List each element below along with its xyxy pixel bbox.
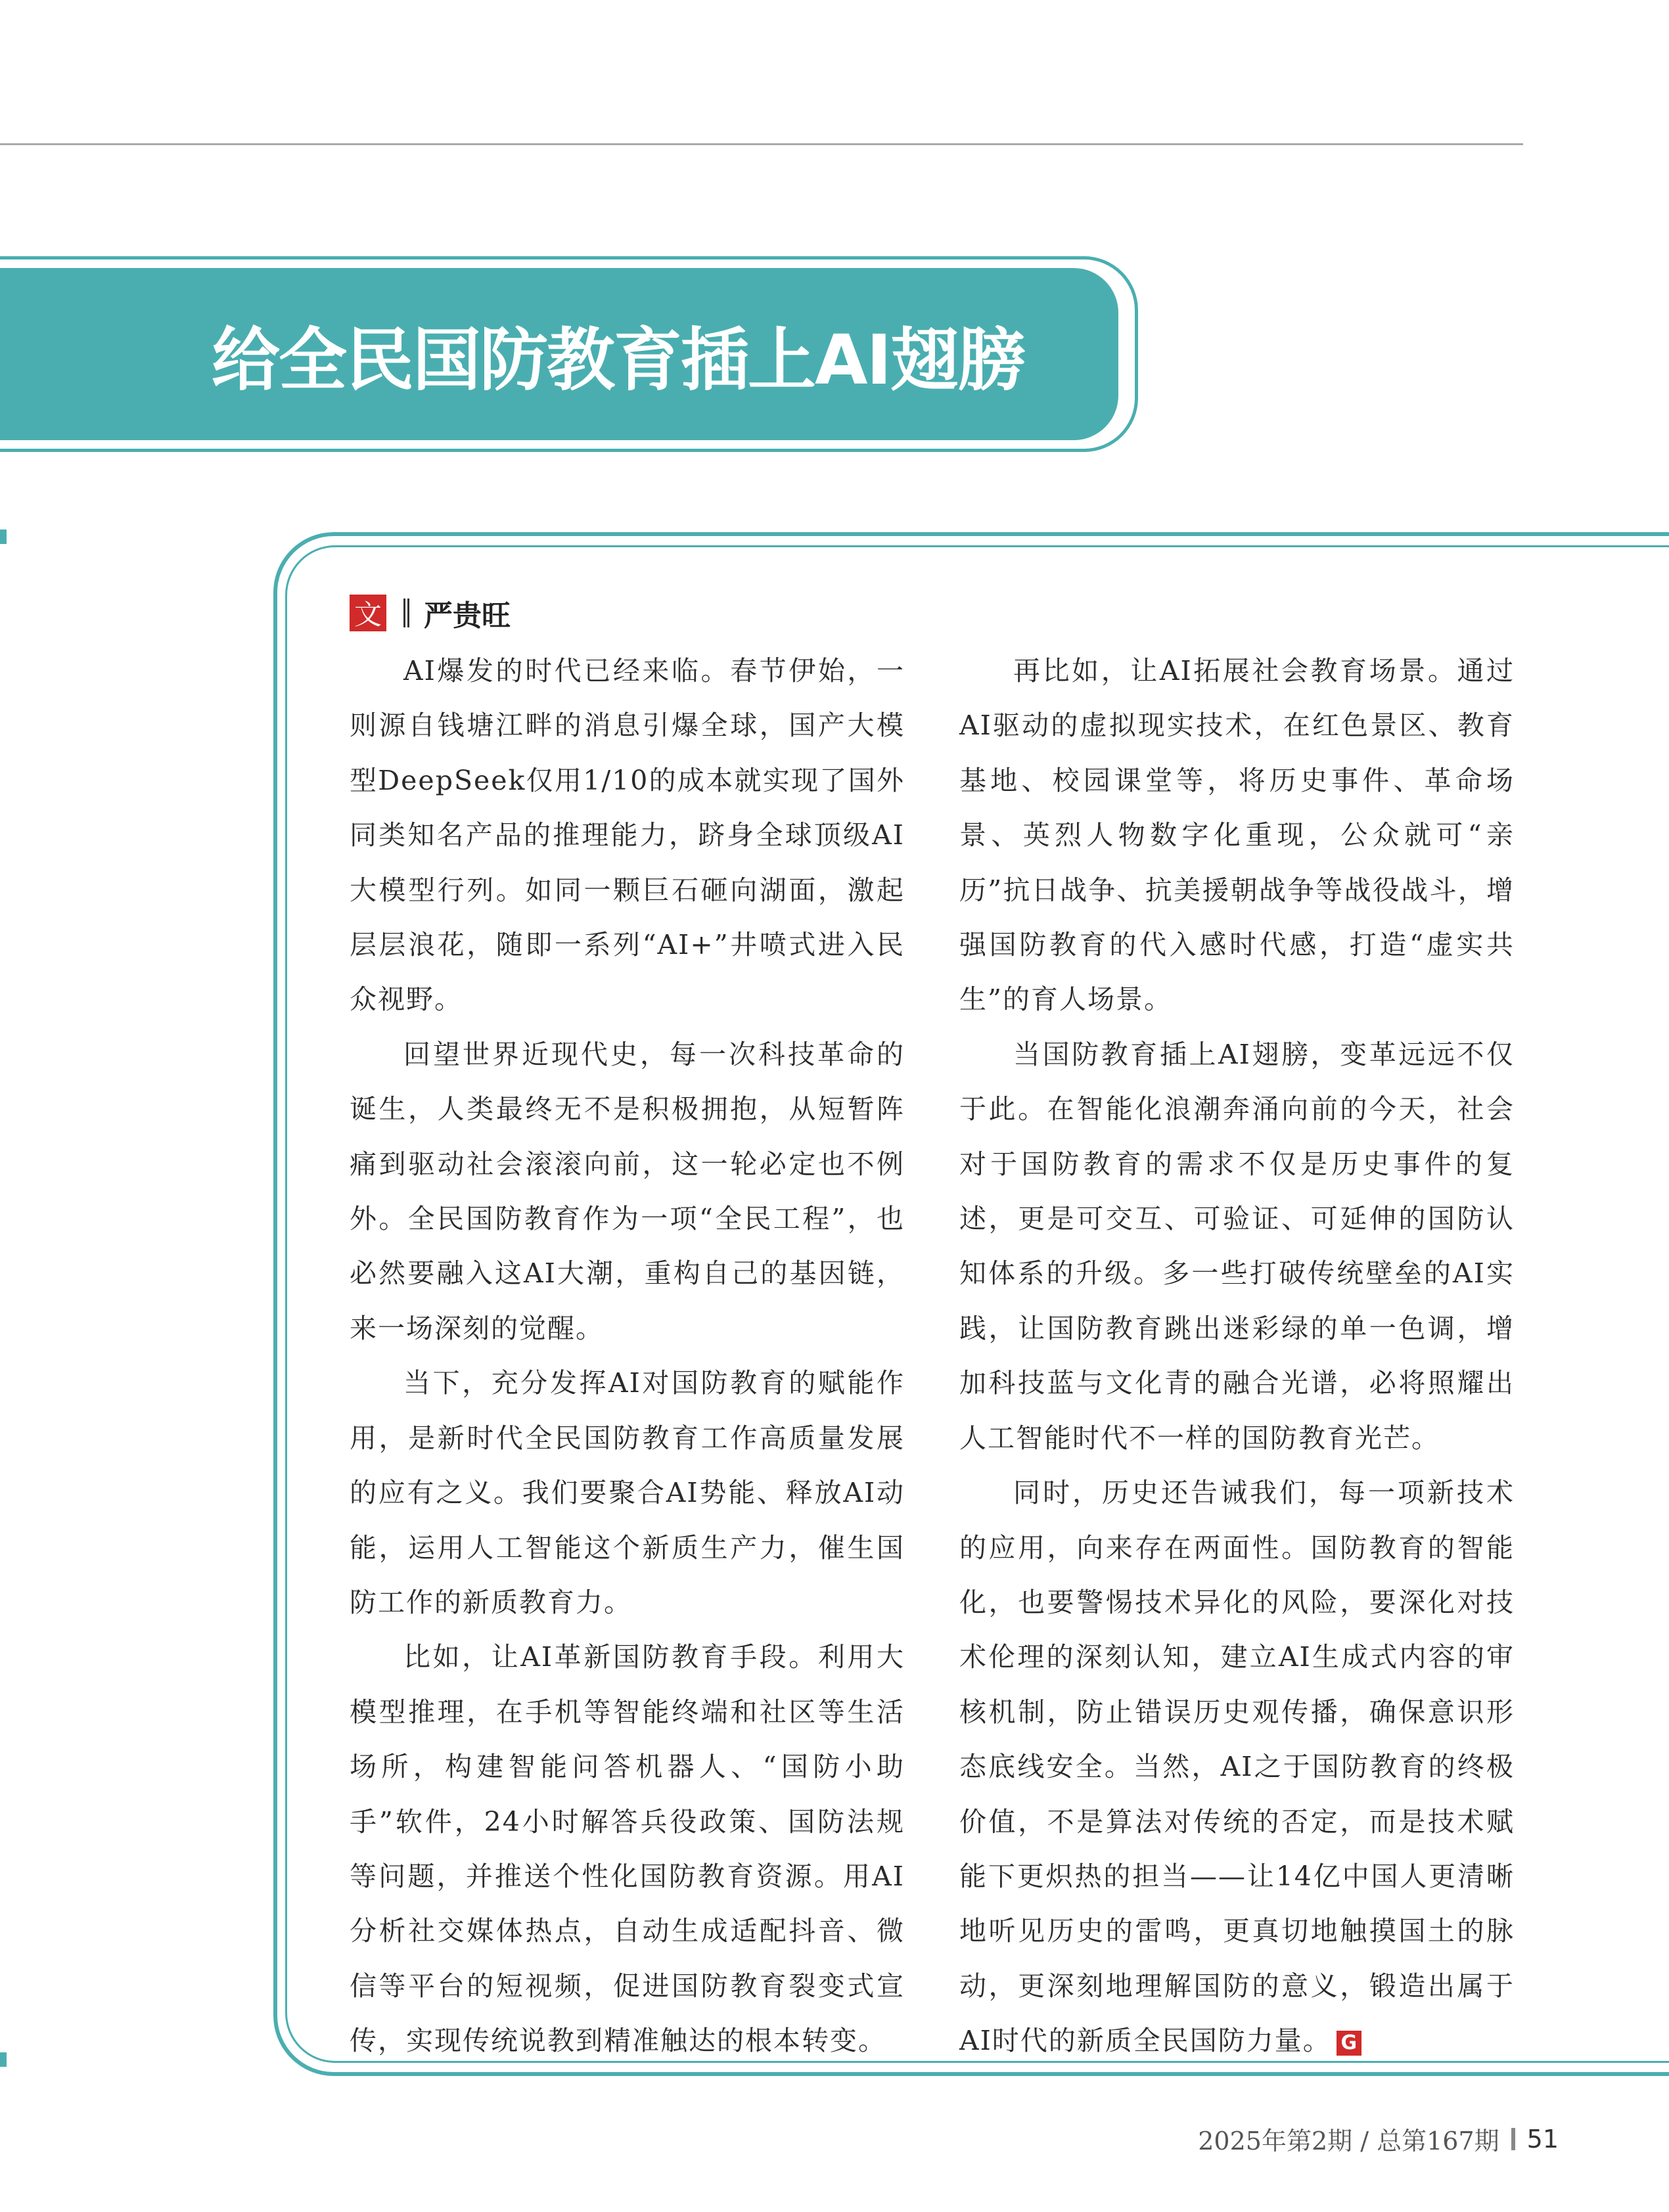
- edge-mark-bottom: [0, 2052, 7, 2067]
- paragraph-text: 同时，历史还告诫我们，每一项新技术的应用，向来存在两面性。国防教育的智能化，也要警惕技术异化的风险，要深化对技术伦理的深刻认知，建立AI生成式内容的审核机制，防止错误历史观传播，确保意识形态底线安全。当然，AI之于国防教育的终极价值，不是算法对传统的否定，而是技术赋能下更炽热的担当——让14亿中国人更清晰地听见历史的雷鸣，更真切地触摸国土的脉动，更深刻地理解国防的意义，锻造出属于AI时代的新质全民国防力量。: [959, 1477, 1515, 2057]
- byline: [350, 594, 511, 632]
- page-number: 51: [1526, 2124, 1559, 2154]
- paragraph: 当下，充分发挥AI对国防教育的赋能作用，是新时代全民国防教育工作高质量发展的应有之义。我们要聚合AI势能、释放AI动能，运用人工智能这个新质生产力，催生国防工作的新质教育力。: [350, 1367, 905, 1618]
- paragraph-final: [959, 1466, 1515, 2068]
- title-banner-outline: [0, 256, 1138, 452]
- end-mark-icon: G: [1337, 2031, 1361, 2056]
- top-rule: [0, 143, 1523, 145]
- edge-mark-top: [0, 530, 7, 544]
- author-name: 严贵旺: [424, 599, 511, 633]
- issue-info: 2025年第2期 / 总第167期: [1198, 2127, 1499, 2156]
- byline-separator: [403, 598, 409, 627]
- byline-label: 文: [350, 595, 386, 631]
- paragraph: 回望世界近现代史，每一次科技革命的诞生，人类最终无不是积极拥抱，从短暂阵痛到驱动社会滚滚向前，这一轮必定也不例外。全民国防教育作为一项“全民工程”，也必然要融入这AI大潮，重构自己的基因链，来一场深刻的觉醒。: [350, 1038, 905, 1344]
- left-column: [350, 644, 905, 2069]
- paragraph: 比如，让AI革新国防教育手段。利用大模型推理，在手机等智能终端和社区等生活场所，构建智能问答机器人、“国防小助手”软件，24小时解答兵役政策、国防法规等问题，并推送个性化国防教育资源。用AI分析社交媒体热点，自动生成适配抖音、微信等平台的短视频，促进国防教育裂变式宣传，实现传统说教到精准触达的根本转变。: [350, 1641, 905, 2057]
- right-column: [959, 644, 1515, 2069]
- page-footer: [1198, 2121, 1559, 2157]
- footer-divider: [1511, 2128, 1515, 2150]
- paragraph: AI爆发的时代已经来临。春节伊始，一则源自钱塘江畔的消息引爆全球，国产大模型DeepSeek仅用1/10的成本就实现了国外同类知名产品的推理能力，跻身全球顶级AI大模型行列。如同一颗巨石砸向湖面，激起层层浪花，随即一系列“AI+”井喷式进入民众视野。: [350, 655, 905, 1016]
- paragraph: 当国防教育插上AI翅膀，变革远远不仅于此。在智能化浪潮奔涌向前的今天，社会对于国防教育的需求不仅是历史事件的复述，更是可交互、可验证、可延伸的国防认知体系的升级。多一些打破传统壁垒的AI实践，让国防教育跳出迷彩绿的单一色调，增加科技蓝与文化青的融合光谱，必将照耀出人工智能时代不一样的国防教育光芒。: [959, 1038, 1515, 1454]
- article-title: 给全民国防教育插上AI翅膀: [212, 320, 1025, 400]
- paragraph: 再比如，让AI拓展社会教育场景。通过AI驱动的虚拟现实技术，在红色景区、教育基地、校园课堂等，将历史事件、革命场景、英烈人物数字化重现，公众就可“亲历”抗日战争、抗美援朝战争等战役战斗，增强国防教育的代入感时代感，打造“虚实共生”的育人场景。: [959, 655, 1515, 1016]
